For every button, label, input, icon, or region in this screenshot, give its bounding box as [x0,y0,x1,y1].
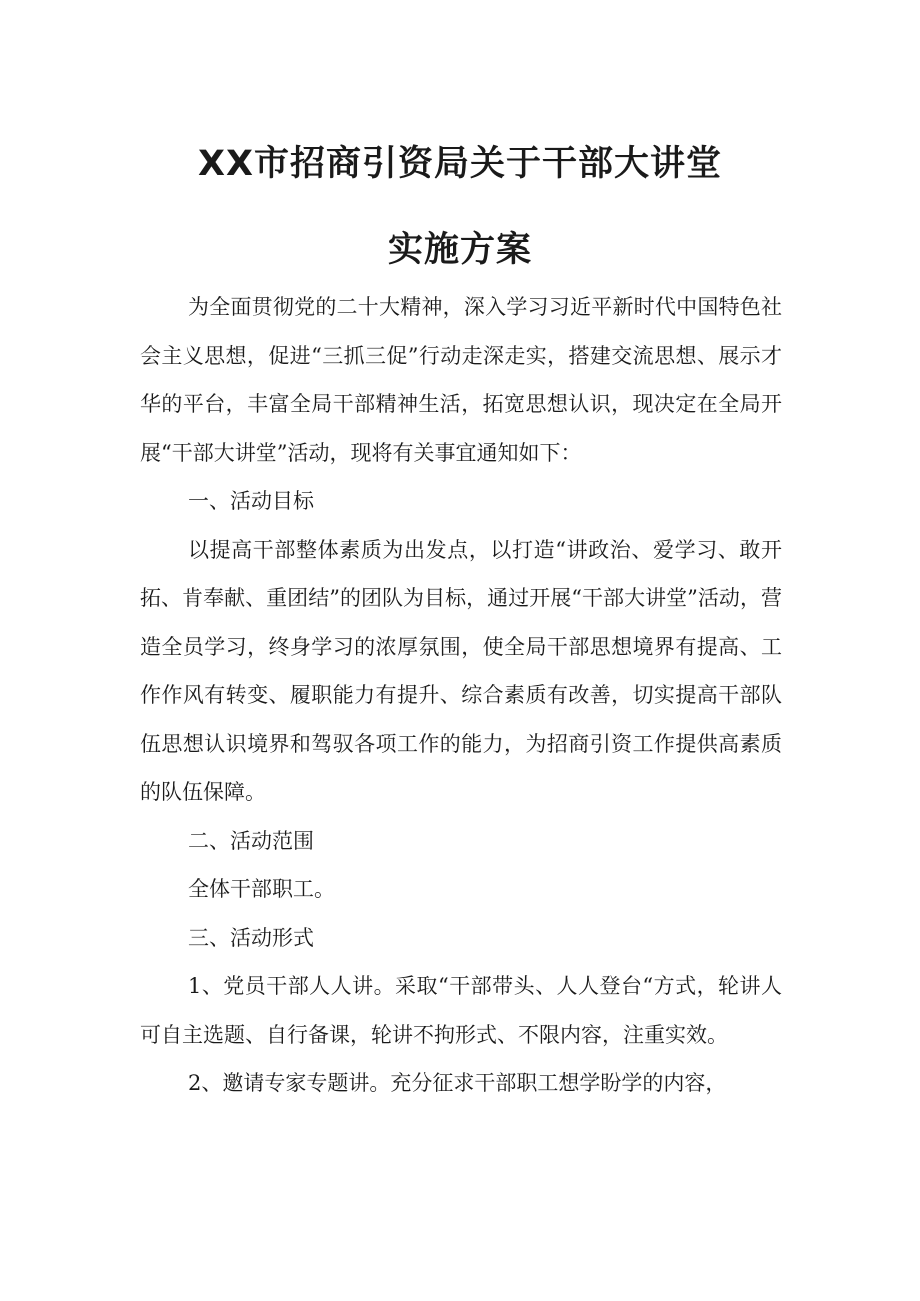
section-heading-format: 三、活动形式 [188,925,314,950]
format-item-2: 2、邀请专家专题讲。充分征求干部职工想学盼学的内容， [188,1071,727,1095]
goals-paragraph: 以提高干部整体素质为出发点，以打造“讲政治、爱学习、敢开拓、肯奉献、重团结”的团队为目标，通过开展“干部大讲堂”活动，营造全员学习，终身学习的浓厚氛围，使全局干部思想境界有提高、工作作风有转变、履职能力有提升、综合素质有改善，切实提高干部队伍思想认识境界和驾驭各项工作的能力，为招商引资工作提供高素质的队伍保障。 [140,537,782,804]
document-body [140,283,782,1108]
scope-paragraph: 全体干部职工。 [188,877,335,901]
document-title-line-1: XX市招商引资局关于干部大讲堂 [198,144,722,184]
document-title-line-2: 实施方案 [387,230,532,270]
section-heading-scope: 二、活动范围 [188,828,314,853]
intro-paragraph: 为全面贯彻党的二十大精神，深入学习习近平新时代中国特色社会主义思想，促进“三抓三促”行动走深走实，搭建交流思想、展示才华的平台，丰富全局干部精神生活，拓宽思想认识，现决定在全局开展“干部大讲堂”活动，现将有关事宜通知如下： [140,295,782,465]
section-heading-goals: 一、活动目标 [188,489,314,513]
format-item-1: 1、党员干部人人讲。采取“干部带头、人人登台“方式，轮讲人可自主选题、自行备课，轮讲不拘形式、不限内容，注重实效。 [140,974,782,1047]
